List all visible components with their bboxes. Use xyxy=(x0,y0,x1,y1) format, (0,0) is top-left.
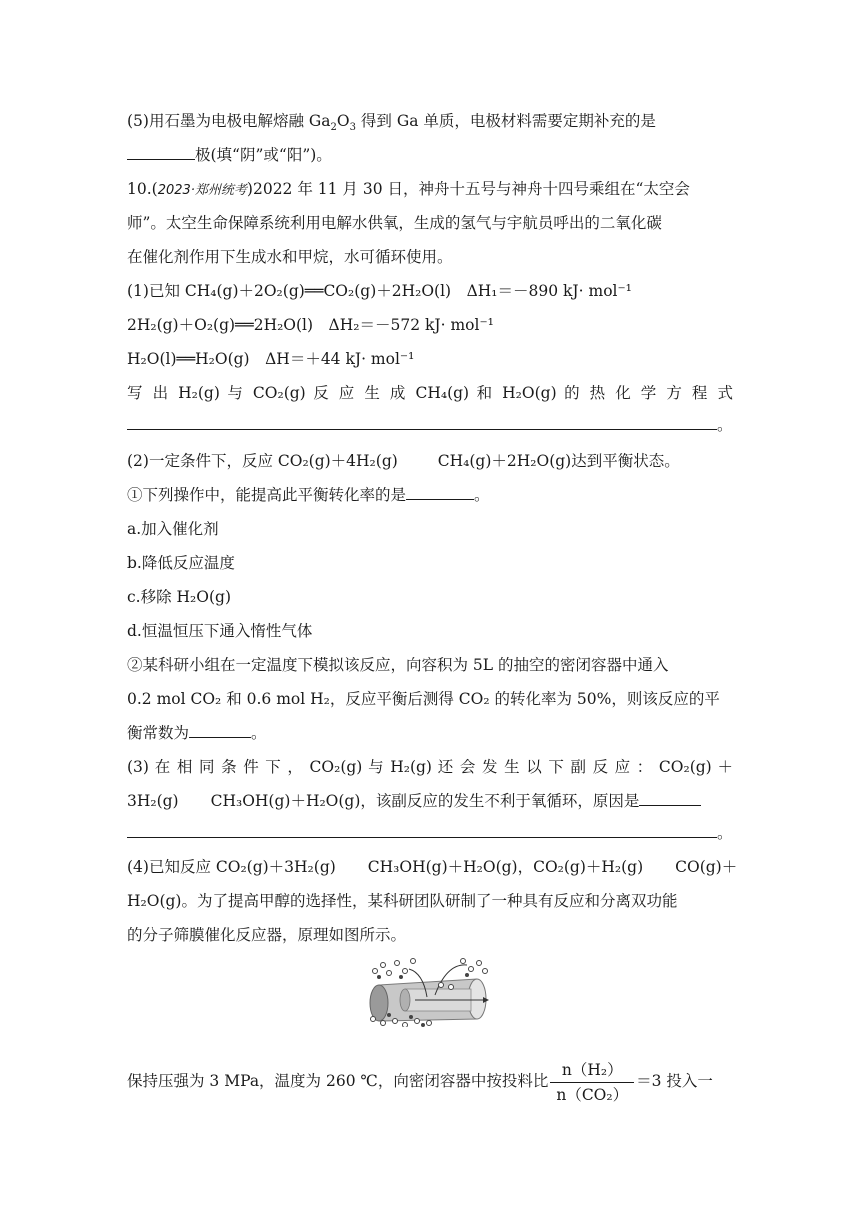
answer-blank[interactable] xyxy=(189,723,251,738)
q5-line-2: 极(填“阴”或“阳”)。 xyxy=(127,144,733,166)
q2-sub-2-line-2: 0.2 mol CO₂ 和 0.6 mol H₂，反应平衡后测得 CO₂ 的转化率为 50%，则该反应的平 xyxy=(127,690,720,708)
option-c: c.移除 H₂O(g) xyxy=(127,588,231,606)
last-line: 保持压强为 3 MPa，温度为 260 ℃，向密闭容器中按投料比 $\frac{\text{n（H₂）}}{\text{n（CO₂）}}$ ＝3 投入一 xyxy=(127,1060,713,1104)
answer-blank[interactable] xyxy=(406,485,474,500)
answer-blank[interactable] xyxy=(127,823,717,838)
q2-sub-1: ①下列操作中，能提高此平衡转化率的是 。 xyxy=(127,486,490,504)
option-d: d.恒温恒压下通入惰性气体 xyxy=(127,622,313,640)
answer-line-1: 。 xyxy=(127,414,733,436)
feed-ratio-fraction xyxy=(550,1060,634,1105)
q3-line-2: 3H₂(g) CH₃OH(g)＋H₂O(g)，该副反应的发生不利于氧循环，原因是 xyxy=(127,790,733,812)
equation-3: H₂O(l)══H₂O(g) ΔH＝＋44 kJ· mol⁻¹ xyxy=(127,350,415,368)
q10-line-1: 10.(2023·郑州统考)2022 年 11 月 30 日，神舟十五号与神舟十四号乘组在“太空会 xyxy=(127,180,690,198)
question-source: 2023·郑州统考 xyxy=(157,183,247,198)
q4-line-2: H₂O(g)。为了提高甲醇的选择性，某科研团队研制了一种具有反应和分离双功能 xyxy=(127,892,678,910)
write-instruction: 写 出 H₂(g) 与 CO₂(g) 反 应 生 成 CH₄(g) 和 H₂O(g) 的 热 化 学 方 程 式 xyxy=(127,384,733,402)
q2-line: (2)一定条件下，反应 CO₂(g)＋4H₂(g) CH₄(g)＋2H₂O(g)达到平衡状态。 xyxy=(127,452,680,470)
option-b: b.降低反应温度 xyxy=(127,554,235,572)
answer-blank[interactable] xyxy=(127,415,717,430)
q4-line-3: 的分子筛膜催化反应器，原理如图所示。 xyxy=(127,926,407,944)
q10-line-3: 在催化剂作用下生成水和甲烷，水可循环使用。 xyxy=(127,248,453,266)
q3-line-1: (3) 在 相 同 条 件 下 ， CO₂(g) 与 H₂(g) 还 会 发 生 以 下 副 反 应 ： CO₂(g) ＋ xyxy=(127,758,733,776)
equation-2: 2H₂(g)＋O₂(g)══2H₂O(l) ΔH₂＝－572 kJ· mol⁻¹ xyxy=(127,316,494,334)
fraction-denominator: n（CO₂） xyxy=(556,1085,629,1104)
q2-sub-2-line-3: 衡常数为 。 xyxy=(127,724,267,742)
q5-line-1: (5)用石墨为电极电解熔融 $Ga_2O_3$ 得到 Ga 单质，电极材料需要定期补充的是 xyxy=(127,112,656,134)
q10-line-2: 师”。太空生命保障系统利用电解水供氧，生成的氢气与宇航员呼出的二氧化碳 xyxy=(127,214,662,232)
q2-sub-2-line-1: ②某科研小组在一定温度下模拟该反应，向容积为 5L 的抽空的密闭容器中通入 xyxy=(127,656,669,674)
option-a: a.加入催化剂 xyxy=(127,520,219,538)
fraction-numerator: n（H₂） xyxy=(550,1060,634,1083)
equation-1: (1)已知 CH₄(g)＋2O₂(g)══CO₂(g)＋2H₂O(l) ΔH₁＝－890 kJ· mol⁻¹ xyxy=(127,282,632,300)
answer-blank[interactable] xyxy=(127,145,195,160)
answer-blank[interactable] xyxy=(639,791,701,806)
molecular-sieve-membrane-reactor-icon xyxy=(365,955,495,1027)
q4-line-1: (4)已知反应 CO₂(g)＋3H₂(g) CH₃OH(g)＋H₂O(g)，CO₂(g)＋H₂(g) CO(g)＋ xyxy=(127,858,738,876)
answer-line-2: 。 xyxy=(127,822,733,844)
